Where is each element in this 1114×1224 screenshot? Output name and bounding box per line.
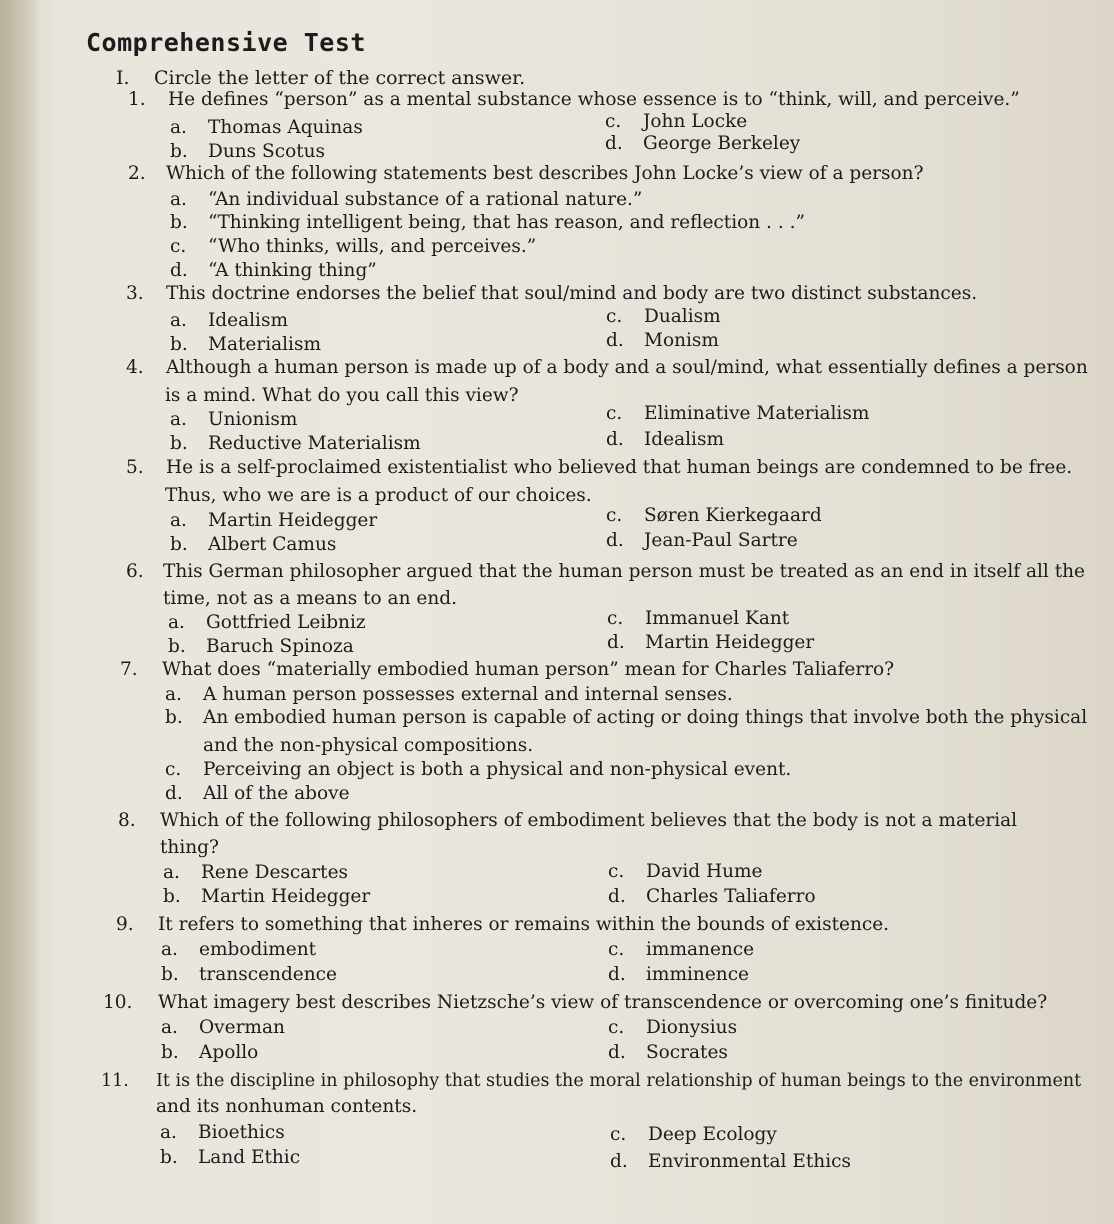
section-header — [116, 67, 525, 89]
option-d[interactable]: d. Charles Taliaferro — [608, 886, 816, 907]
question-1 — [128, 89, 1020, 110]
option-b[interactable]: b. transcendence — [161, 964, 337, 985]
question-number: 8. — [118, 810, 136, 831]
option-d[interactable]: d. imminence — [608, 964, 750, 985]
option-b[interactable]: b. Albert Camus — [170, 534, 337, 555]
option-c[interactable]: c. Dualism — [606, 306, 721, 327]
option-a[interactable]: a. Idealism — [170, 310, 288, 331]
question-number: 4. — [126, 357, 144, 378]
question-2 — [128, 163, 924, 184]
question-number: 6. — [126, 561, 144, 582]
question-number: 9. — [116, 914, 134, 935]
question-3 — [126, 283, 977, 304]
option-c[interactable]: c. “Who thinks, wills, and perceives.” — [170, 236, 537, 257]
option-a[interactable]: a. Bioethics — [160, 1122, 285, 1143]
option-c[interactable]: c. Søren Kierkegaard — [606, 505, 822, 526]
option-d[interactable]: d. George Berkeley — [605, 133, 801, 154]
question-text: This doctrine endorses the belief that soul/mind and body are two distinct substances. — [166, 283, 978, 304]
question-number: 11. — [101, 1071, 129, 1091]
option-a[interactable]: a. Overman — [161, 1017, 285, 1038]
question-text: This German philosopher argued that the human person must be treated as an end in itself all the — [163, 561, 1086, 582]
question-text-continued: and its nonhuman contents. — [156, 1096, 418, 1117]
question-8 — [118, 810, 1017, 831]
test-title: Comprehensive Test — [86, 28, 366, 57]
option-d[interactable]: d. Socrates — [608, 1042, 728, 1063]
option-b-continued: and the non-physical compositions. — [203, 735, 534, 756]
option-a[interactable]: a. A human person possesses external and internal senses. — [165, 684, 733, 705]
question-text: It refers to something that inheres or remains within the bounds of existence. — [158, 914, 890, 935]
option-d[interactable]: d. Monism — [606, 330, 719, 351]
option-c[interactable]: c. Immanuel Kant — [607, 608, 790, 629]
option-a[interactable]: a. embodiment — [161, 939, 317, 960]
option-a[interactable]: a. Unionism — [170, 409, 298, 430]
option-b[interactable]: b. Apollo — [161, 1042, 259, 1063]
option-c[interactable]: c. immanence — [608, 939, 755, 960]
option-b[interactable]: b. An embodied human person is capable of acting or doing things that involve both the physical — [165, 707, 1088, 728]
question-text: It is the discipline in philosophy that studies the moral relationship of human beings to the environment — [156, 1071, 1082, 1091]
section-number: I. — [116, 67, 130, 89]
option-b[interactable]: b. Reductive Materialism — [170, 433, 421, 454]
option-a[interactable]: a. Thomas Aquinas — [170, 117, 363, 138]
option-b[interactable]: b. “Thinking intelligent being, that has reason, and reflection . . .” — [170, 212, 805, 233]
option-a[interactable]: a. “An individual substance of a rational nature.” — [170, 189, 643, 210]
question-text: He defines “person” as a mental substance whose essence is to “think, will, and perceive.” — [168, 89, 1020, 110]
question-number: 3. — [126, 283, 144, 304]
option-c[interactable]: c. John Locke — [605, 111, 748, 132]
question-number: 2. — [128, 163, 146, 184]
option-c[interactable]: c. David Hume — [608, 861, 763, 882]
option-d[interactable]: d. Idealism — [606, 429, 724, 450]
question-text-continued: is a mind. What do you call this view? — [165, 385, 519, 406]
question-text: He is a self-proclaimed existentialist who believed that human beings are condemned to be free. — [166, 457, 1073, 478]
option-a[interactable]: a. Gottfried Leibniz — [168, 612, 366, 633]
option-b[interactable]: b. Martin Heidegger — [163, 886, 371, 907]
question-text: Which of the following statements best describes John Locke’s view of a person? — [166, 163, 924, 184]
question-9 — [116, 914, 889, 935]
option-d[interactable]: d. Martin Heidegger — [607, 632, 815, 653]
question-text: What does “materially embodied human person” mean for Charles Taliaferro? — [162, 659, 895, 680]
question-text-continued: time, not as a means to an end. — [163, 588, 457, 609]
section-instruction: Circle the letter of the correct answer. — [154, 67, 526, 89]
question-text-continued: thing? — [160, 837, 219, 858]
option-a[interactable]: a. Martin Heidegger — [170, 510, 378, 531]
question-4 — [126, 357, 1088, 378]
option-d[interactable]: d. “A thinking thing” — [170, 260, 377, 281]
option-c[interactable]: c. Dionysius — [608, 1017, 738, 1038]
question-text: What imagery best describes Nietzsche’s view of transcendence or overcoming one’s finitude? — [158, 992, 1048, 1013]
question-6 — [126, 561, 1085, 582]
option-b[interactable]: b. Materialism — [170, 334, 322, 355]
question-number: 5. — [126, 457, 144, 478]
question-text-continued: Thus, who we are is a product of our choices. — [165, 485, 592, 506]
option-d[interactable]: d. Environmental Ethics — [610, 1151, 851, 1172]
option-c[interactable]: c. Eliminative Materialism — [606, 403, 870, 424]
question-11 — [101, 1071, 1081, 1091]
question-number: 7. — [120, 659, 138, 680]
option-c[interactable]: c. Deep Ecology — [610, 1124, 777, 1145]
question-5 — [126, 457, 1072, 478]
question-number: 10. — [103, 992, 133, 1013]
question-7 — [120, 659, 894, 680]
option-b[interactable]: b. Baruch Spinoza — [168, 636, 354, 657]
option-b[interactable]: b. Land Ethic — [160, 1147, 301, 1168]
option-d[interactable]: d. All of the above — [165, 783, 350, 804]
question-text: Although a human person is made up of a body and a soul/mind, what essentially defines a person — [166, 357, 1088, 378]
option-a[interactable]: a. Rene Descartes — [163, 862, 349, 883]
page-edge-shadow — [0, 0, 40, 1224]
option-c[interactable]: c. Perceiving an object is both a physical and non-physical event. — [165, 759, 792, 780]
option-b[interactable]: b. Duns Scotus — [170, 141, 326, 162]
question-10 — [103, 992, 1047, 1013]
option-d[interactable]: d. Jean-Paul Sartre — [606, 530, 798, 551]
question-text: Which of the following philosophers of embodiment believes that the body is not a material — [160, 810, 1018, 831]
question-number: 1. — [128, 89, 146, 110]
